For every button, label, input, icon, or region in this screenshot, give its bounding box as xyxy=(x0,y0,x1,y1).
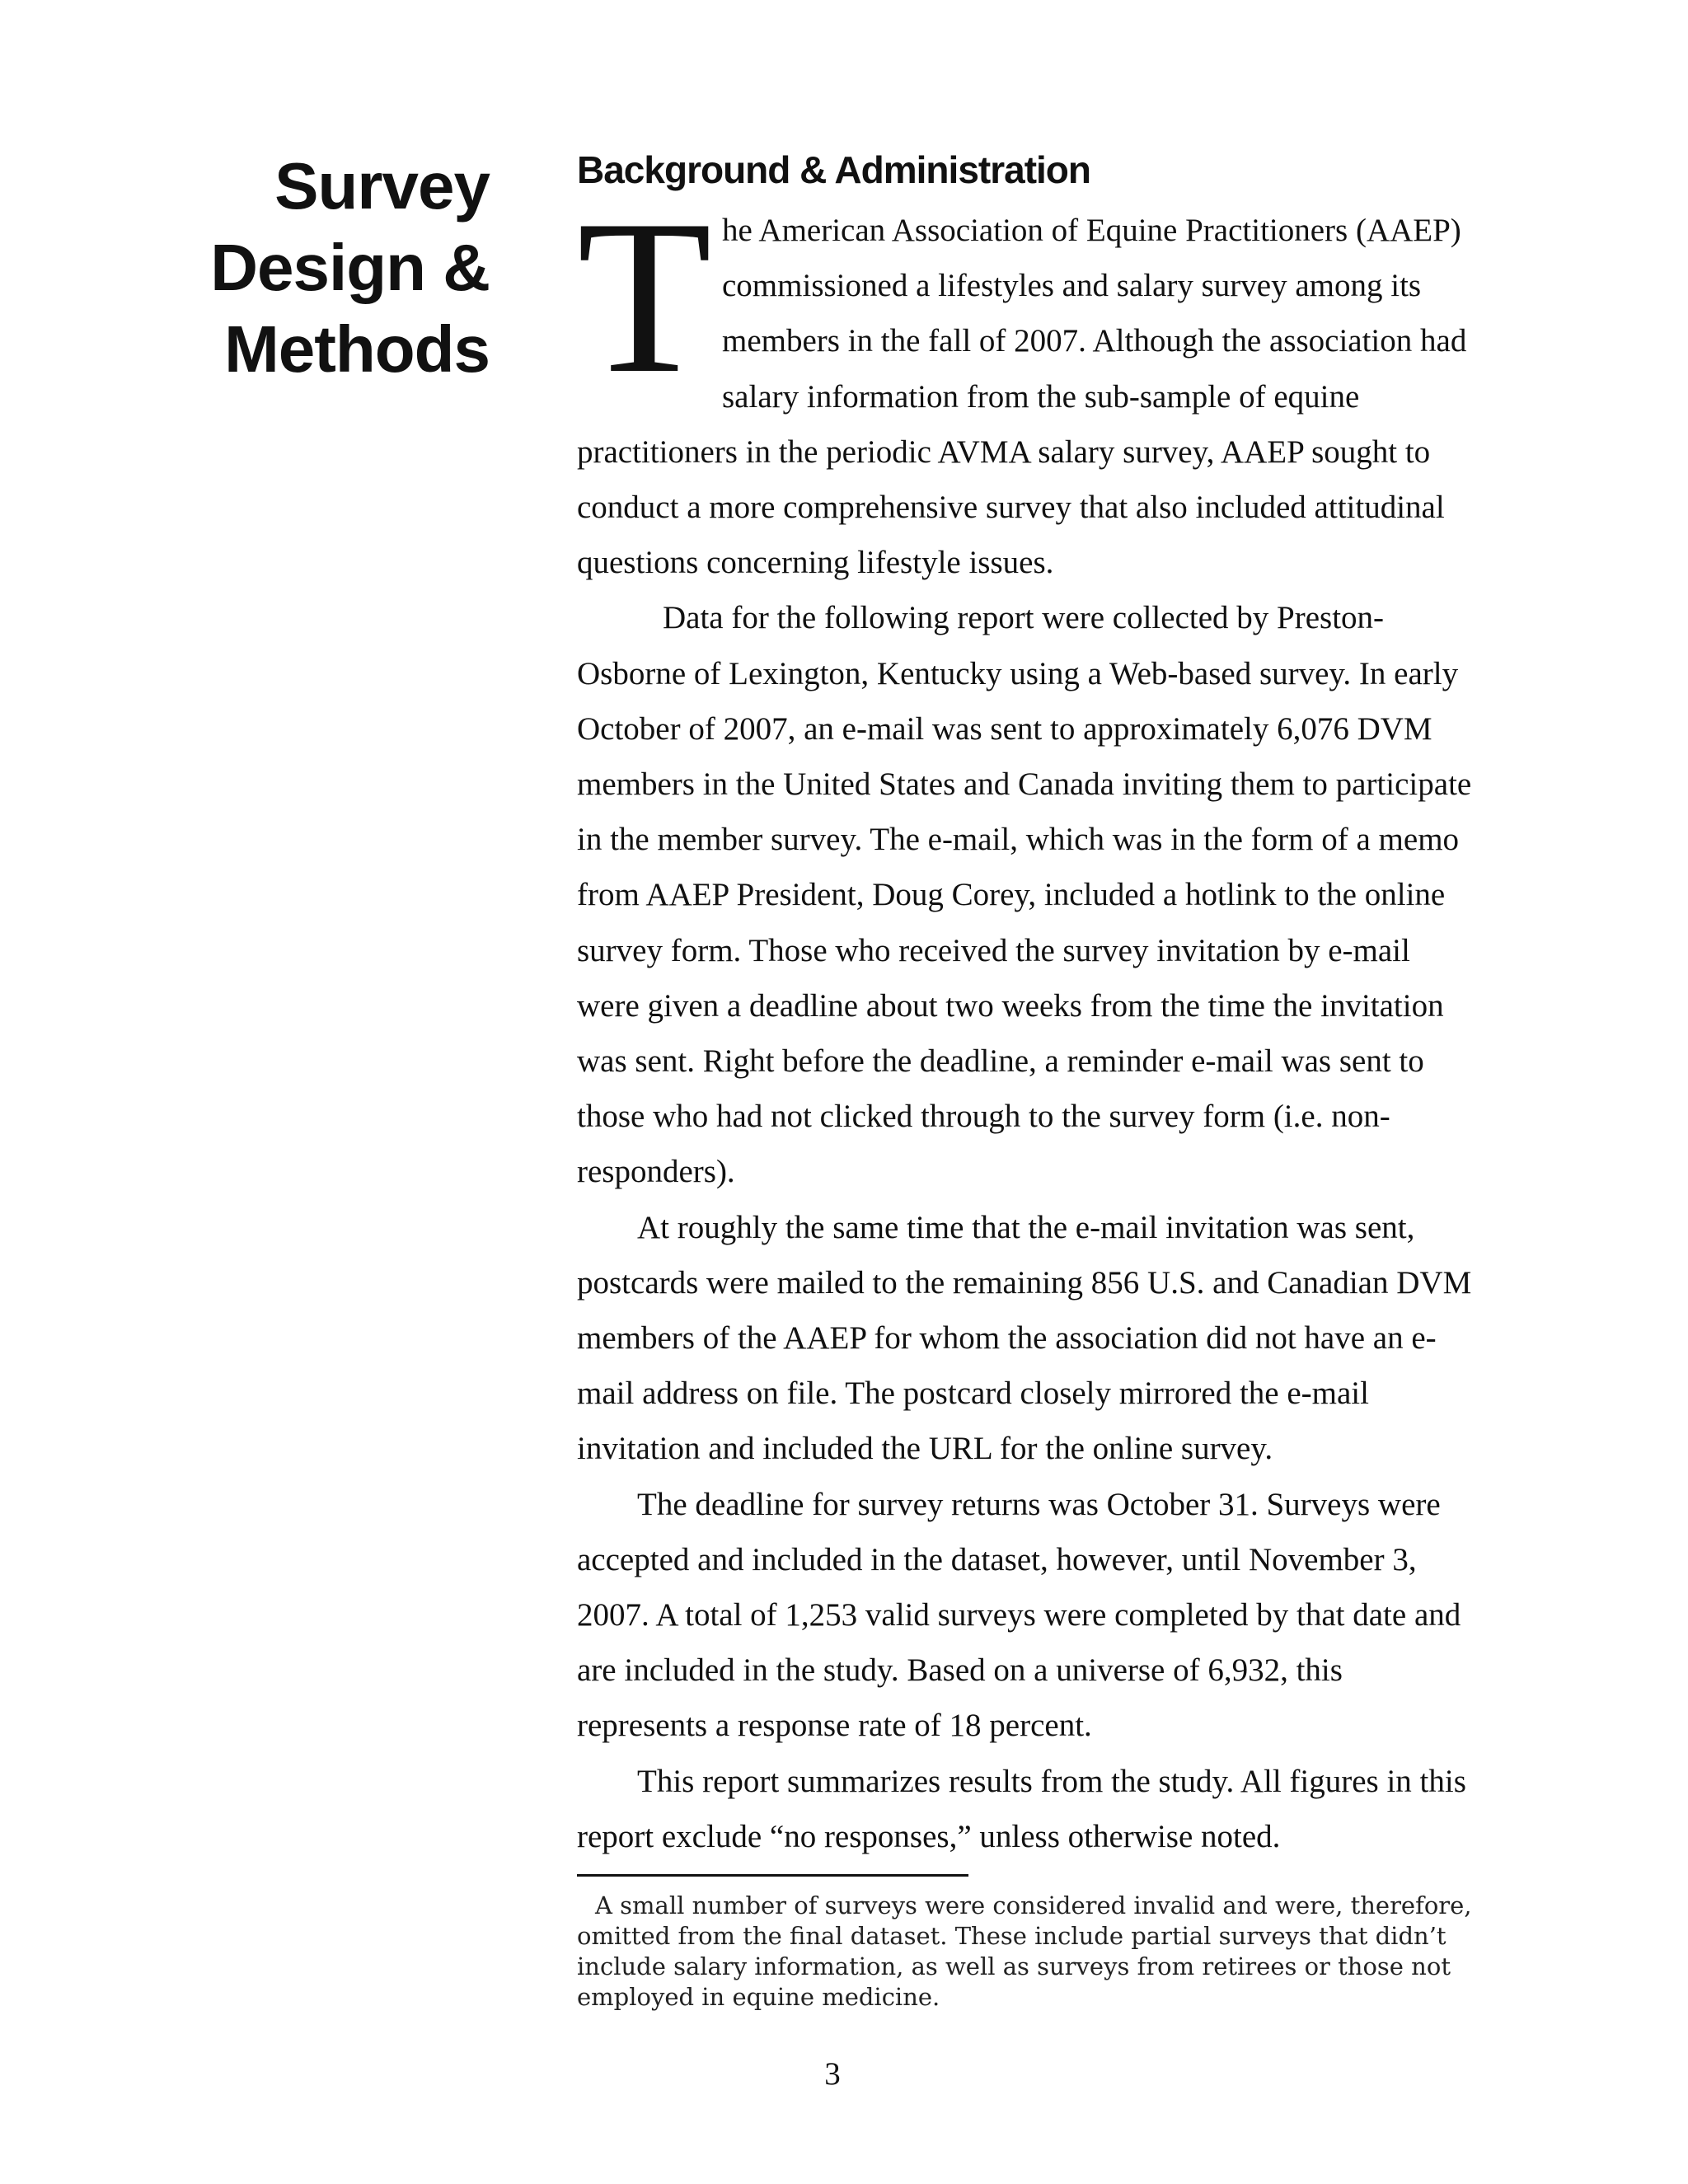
paragraph-intro xyxy=(577,174,1475,590)
paragraph-deadline: The deadline for survey returns was October 31. Surveys were accepted and included in the dataset, however, until November 3, 2007. A total of 1,253 valid surveys were completed by that date and are included in the study. Based on a universe of 6,932, this represents a response rate of 18 percent. xyxy=(577,1486,1461,1744)
page-title xyxy=(148,145,490,390)
page-title-line-2: Design & xyxy=(210,231,490,304)
body-text xyxy=(577,174,1475,1864)
page-title-line-3: Methods xyxy=(224,312,490,386)
paragraph-data-collection: Data for the following report were collected by Preston-Osborne of Lexington, Kentucky using a Web-based survey. In early October of 2007, an e-mail was sent to approximately 6,076 DVM members in the United States and Canada inviting them to participate in the member survey. The e-mail, which was in the form of a memo from AAEP President, Doug Corey, included a hotlink to the online survey form. Those who received the survey invitation by e-mail were given a deadline about two weeks from the time the invitation was sent. Right before the deadline, a reminder e-mail was sent to those who had not clicked through to the survey form (i.e. non-responders). xyxy=(577,600,1472,1190)
footnote-divider xyxy=(577,1874,968,1877)
page-number: 3 xyxy=(824,2056,841,2092)
page-title-line-1: Survey xyxy=(274,149,490,223)
section-heading: Background & Administration xyxy=(577,148,1090,191)
paragraph-summary: This report summarizes results from the study. All figures in this report exclude “no responses,” unless otherwise noted. xyxy=(577,1763,1466,1854)
paragraph-intro-text: he American Association of Equine Practitioners (AAEP) commissioned a lifestyles and salary survey among its members in the fall of 2007. Although the association had salary information from the sub-sample of equine practitioners in the periodic AVMA salary survey, AAEP sought to conduct a more comprehensive survey that also included attitudinal questions concerning lifestyle issues. xyxy=(577,213,1467,581)
drop-cap: T xyxy=(577,174,712,419)
paragraph-postcards: At roughly the same time that the e-mail invitation was sent, postcards were mailed to the remaining 856 U.S. and Canadian DVM members of the AAEP for whom the association did not have an e-mail address on file. The postcard closely mirrored the e-mail invitation and included the URL for the online survey. xyxy=(577,1209,1472,1467)
footnote: A small number of surveys were considered invalid and were, therefore, omitted from the final dataset. These include partial surveys that didn’t include salary information, as well as surveys from retirees or those not employed in equine medicine. xyxy=(577,1891,1472,2011)
